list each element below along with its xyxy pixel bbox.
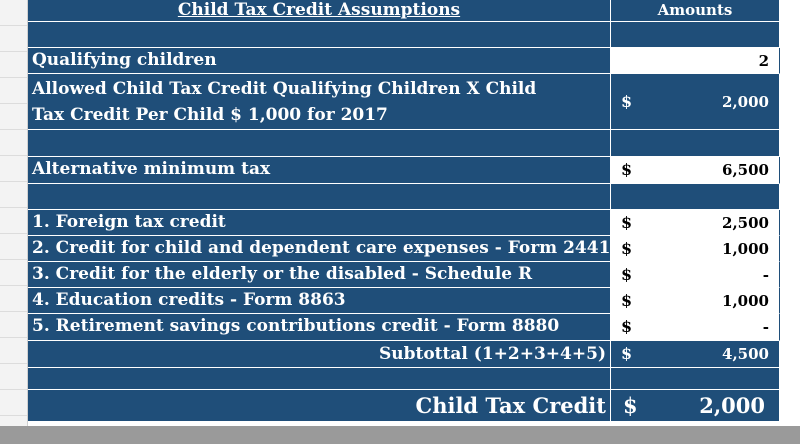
credit-2-currency[interactable]: $	[611, 236, 661, 262]
spreadsheet-area	[28, 0, 780, 426]
allowed-credit-value[interactable]: 2,000	[661, 74, 780, 130]
qualifying-children-label[interactable]: Qualifying children	[28, 48, 611, 74]
credit-2-value[interactable]: 1,000	[661, 236, 780, 262]
credit-3-currency[interactable]: $	[611, 262, 661, 288]
spacer-cell[interactable]	[28, 22, 611, 48]
qualifying-children-value[interactable]: 2	[611, 48, 780, 74]
spacer-cell[interactable]	[611, 130, 780, 157]
amt-label[interactable]: Alternative minimum tax	[28, 157, 611, 184]
spacer-cell[interactable]	[28, 130, 611, 157]
credit-2-label[interactable]: 2. Credit for child and dependent care expenses - Form 2441	[28, 236, 611, 262]
subtotal-value[interactable]: 4,500	[661, 341, 780, 368]
spacer-cell[interactable]	[611, 368, 780, 390]
spacer-cell[interactable]	[611, 22, 780, 48]
amt-value[interactable]: 6,500	[661, 157, 780, 184]
total-currency[interactable]: $	[611, 390, 661, 422]
credit-1-label[interactable]: 1. Foreign tax credit	[28, 210, 611, 236]
amt-currency[interactable]: $	[611, 157, 661, 184]
credit-4-value[interactable]: 1,000	[661, 288, 780, 314]
total-label[interactable]: Child Tax Credit	[28, 390, 611, 422]
credit-3-value[interactable]: -	[661, 262, 780, 288]
row-header-gutter	[0, 0, 28, 444]
credit-4-label[interactable]: 4. Education credits - Form 8863	[28, 288, 611, 314]
amounts-header[interactable]: Amounts	[611, 0, 780, 22]
subtotal-currency[interactable]: $	[611, 341, 661, 368]
sheet-bottom-frame	[0, 426, 800, 444]
credit-5-value[interactable]: -	[661, 314, 780, 341]
total-value[interactable]: 2,000	[661, 390, 780, 422]
allowed-credit-label[interactable]: Allowed Child Tax Credit Qualifying Children X Child Tax Credit Per Child $ 1,000 for 2017	[28, 74, 611, 130]
credit-5-label[interactable]: 5. Retirement savings contributions credit - Form 8880	[28, 314, 611, 341]
table-title[interactable]: Child Tax Credit Assumptions	[28, 0, 611, 22]
spacer-cell[interactable]	[28, 184, 611, 210]
credit-5-currency[interactable]: $	[611, 314, 661, 341]
spacer-cell[interactable]	[611, 184, 780, 210]
subtotal-label[interactable]: Subtottal (1+2+3+4+5)	[28, 341, 611, 368]
spacer-cell[interactable]	[28, 368, 611, 390]
credit-4-currency[interactable]: $	[611, 288, 661, 314]
credit-3-label[interactable]: 3. Credit for the elderly or the disabled - Schedule R	[28, 262, 611, 288]
credit-1-value[interactable]: 2,500	[661, 210, 780, 236]
credit-1-currency[interactable]: $	[611, 210, 661, 236]
allowed-credit-currency[interactable]: $	[611, 74, 661, 130]
